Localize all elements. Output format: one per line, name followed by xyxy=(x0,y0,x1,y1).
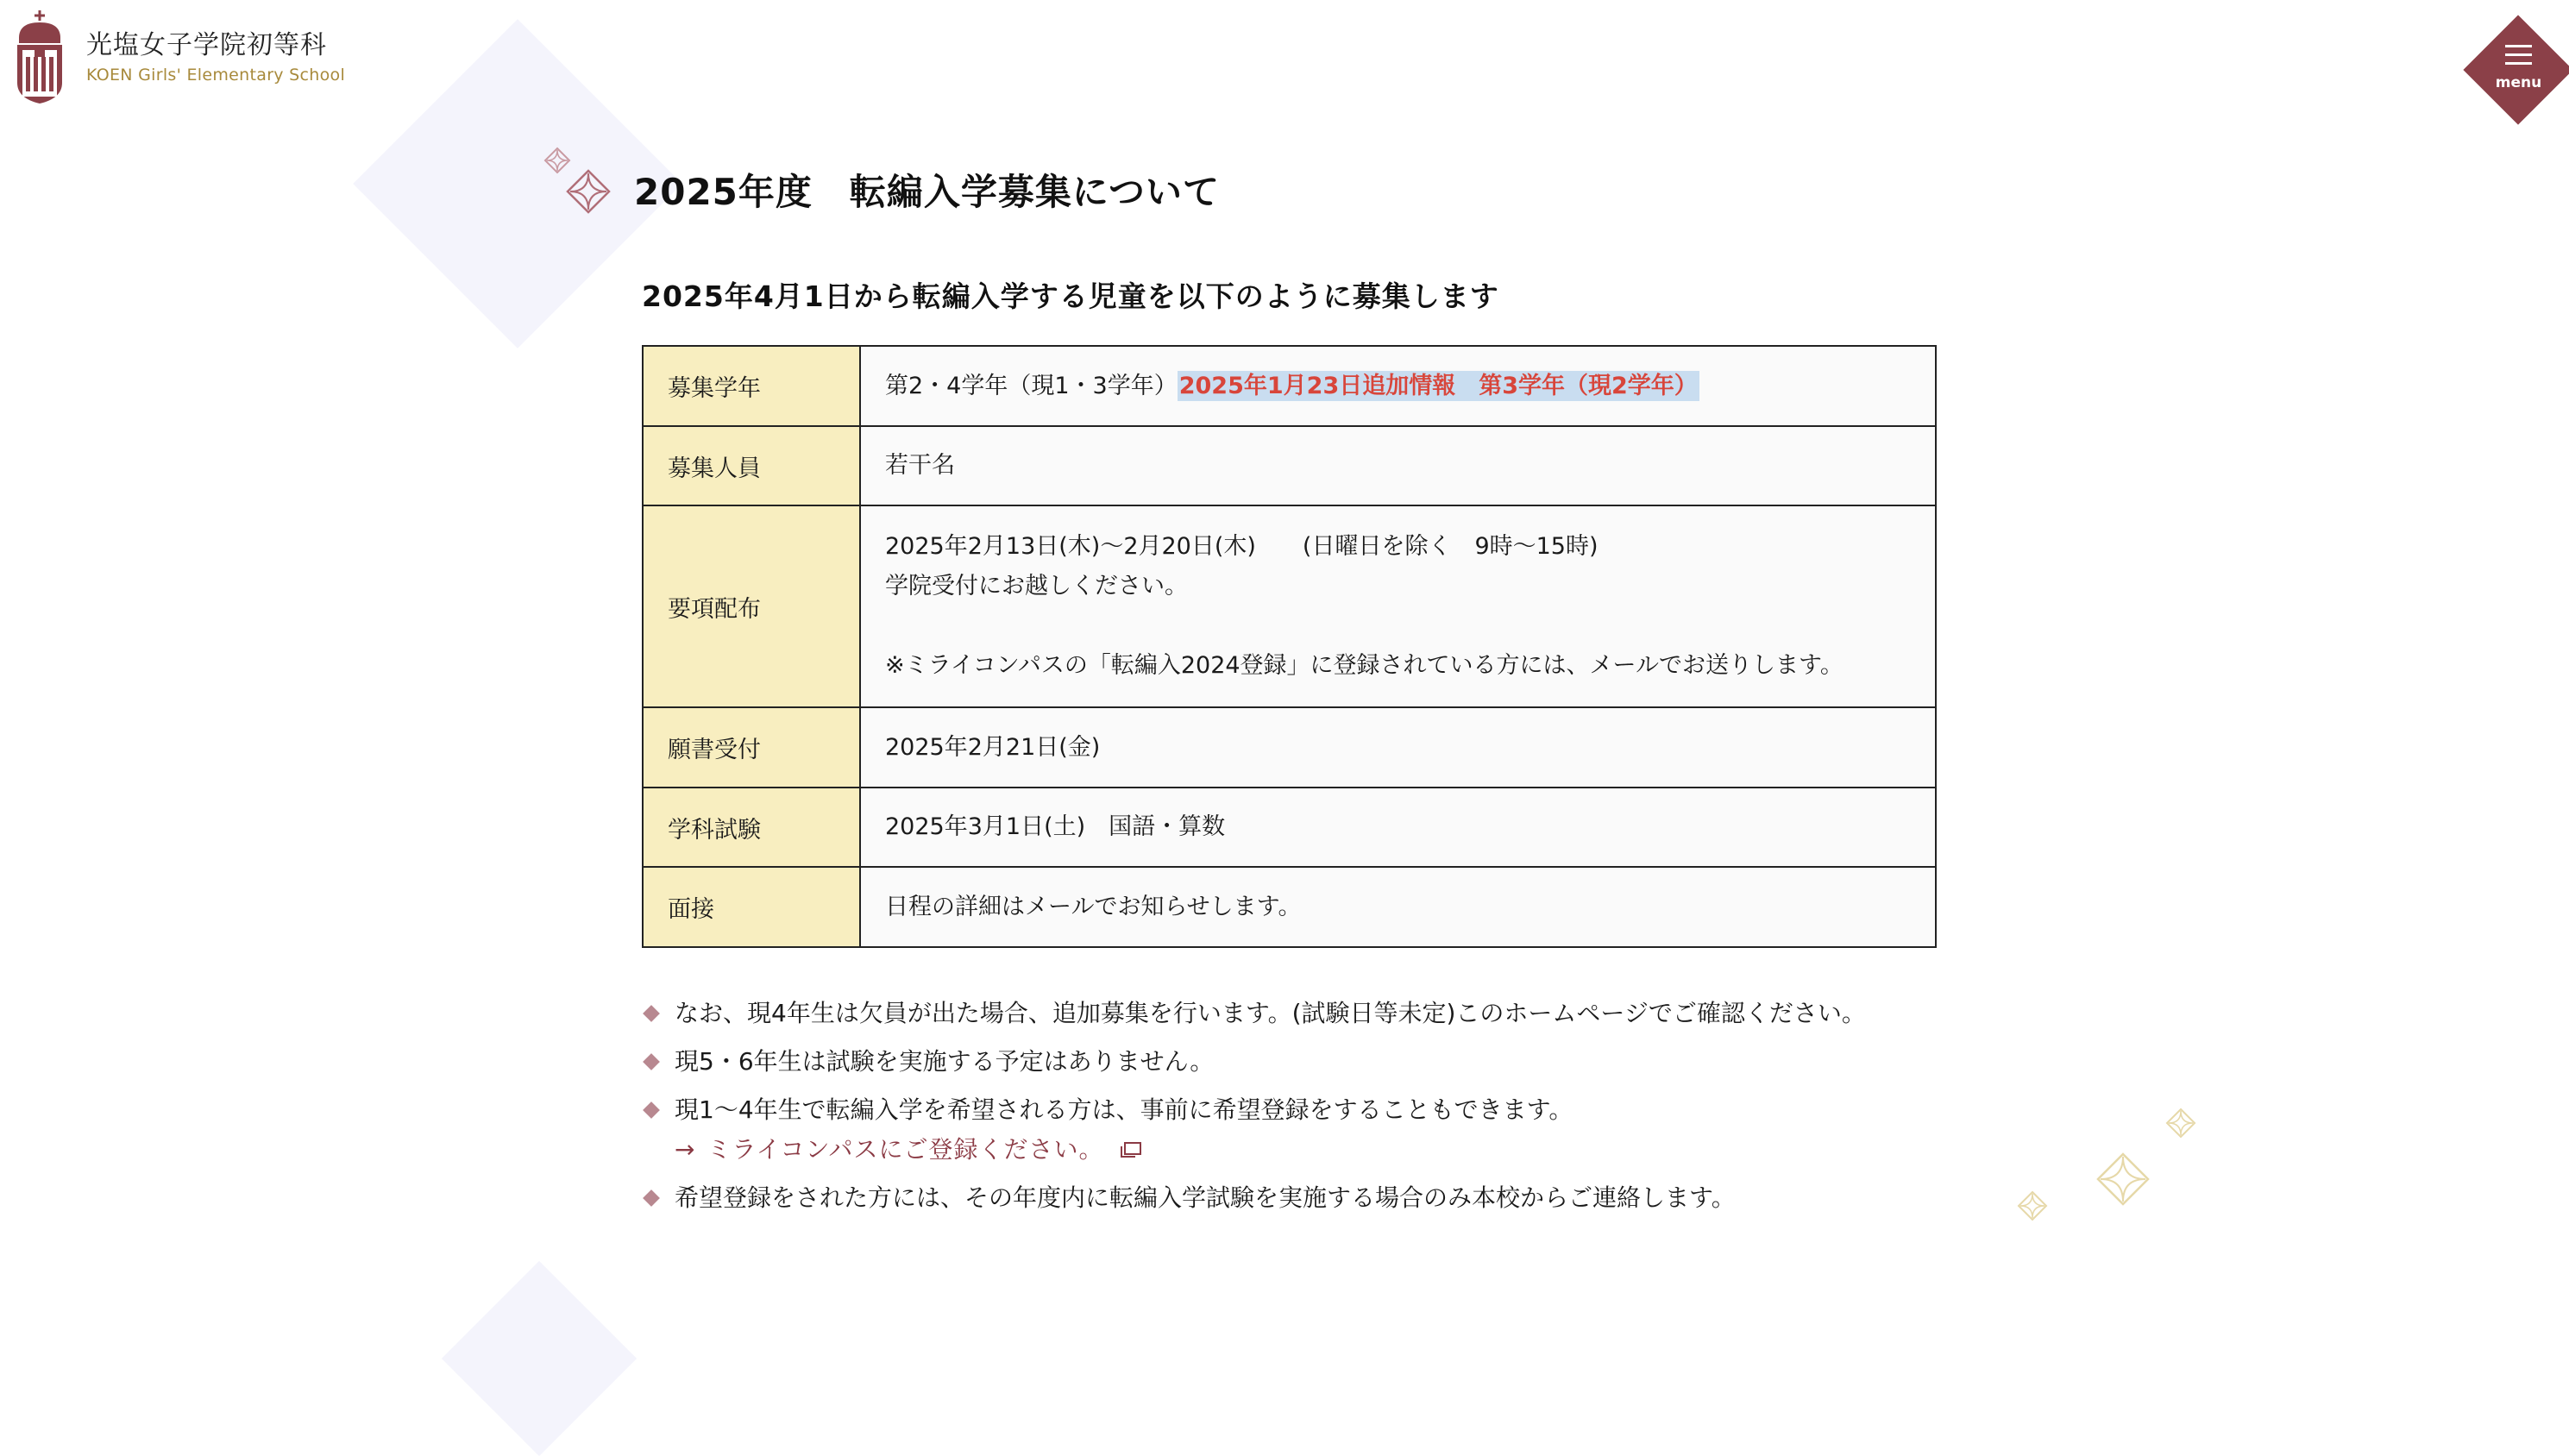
row-label: 面接 xyxy=(643,867,860,947)
diamond-bullet-icon xyxy=(643,1053,660,1070)
row-label: 学科試験 xyxy=(643,788,860,867)
diamond-bullet-icon xyxy=(643,1101,660,1119)
table-row xyxy=(643,426,1936,505)
row-label: 願書受付 xyxy=(643,707,860,788)
row-label: 募集学年 xyxy=(643,346,860,426)
menu-button[interactable] xyxy=(2464,16,2569,125)
table-row xyxy=(643,505,1936,707)
row-value xyxy=(860,346,1936,426)
gold-diamond-cross-icon xyxy=(2165,1108,2196,1139)
menu-diamond-background xyxy=(2463,15,2569,124)
diamond-cross-icon xyxy=(566,169,611,214)
list-item xyxy=(642,1042,2022,1082)
school-crest-icon xyxy=(12,9,67,105)
hamburger-icon xyxy=(2505,45,2532,67)
list-item xyxy=(642,1090,2022,1170)
table-row xyxy=(643,346,1936,426)
table-row xyxy=(643,867,1936,947)
notes-list xyxy=(642,994,2022,1227)
site-logo[interactable] xyxy=(12,9,345,105)
page-title: 2025年度 転編入学募集について xyxy=(634,171,1221,213)
spacer xyxy=(885,606,1911,646)
row-value xyxy=(860,505,1936,707)
bg-diamond-decoration xyxy=(442,1261,637,1456)
row-value: 若干名 xyxy=(860,426,1936,505)
row-value: 2025年3月1日(土) 国語・算数 xyxy=(860,788,1936,867)
list-item xyxy=(642,994,2022,1033)
note-text: 希望登録をされた方には、その年度内に転編入学試験を実施する場合のみ本校からご連絡します。 xyxy=(675,1183,1736,1212)
distribution-place: 学院受付にお越しください。 xyxy=(885,573,1188,599)
register-link[interactable] xyxy=(675,1130,2022,1170)
distribution-note: ※ミライコンパスの「転編入2024登録」に登録されている方には、メールでお送りします。 xyxy=(885,652,1844,679)
recruitment-table xyxy=(642,345,1937,948)
external-window-icon xyxy=(1120,1141,1142,1158)
school-name-en: KOEN Girls' Elementary School xyxy=(86,65,346,85)
menu-label: menu xyxy=(2495,74,2542,91)
diamond-bullet-icon xyxy=(643,1005,660,1022)
note-text: 現5・6年生は試験を実施する予定はありません。 xyxy=(675,1047,1215,1076)
row-label: 要項配布 xyxy=(643,505,860,707)
table-row xyxy=(643,788,1936,867)
note-text: なお、現4年生は欠員が出た場合、追加募集を行います。(試験日等未定)このホームページでご確認ください。 xyxy=(675,999,1866,1027)
register-link-text[interactable]: ミライコンパスにご登録ください。 xyxy=(707,1135,1104,1164)
row-value: 2025年2月21日(金) xyxy=(860,707,1936,788)
note-text: 現1〜4年生で転編入学を希望される方は、事前に希望登録をすることもできます。 xyxy=(675,1095,1573,1124)
grade-text: 第2・4学年（現1・3学年） xyxy=(885,372,1178,399)
school-name: 光塩女子学院初等科 xyxy=(86,30,327,61)
row-label: 募集人員 xyxy=(643,426,860,505)
bg-diamond-decoration xyxy=(353,19,682,348)
added-info-highlight: 2025年1月23日追加情報 第3学年（現2学年） xyxy=(1178,372,1698,399)
list-item xyxy=(642,1178,2022,1218)
arrow-right-icon: → xyxy=(675,1135,695,1164)
distribution-dates: 2025年2月13日(木)〜2月20日(木) (日曜日を除く 9時〜15時) xyxy=(885,533,1599,560)
row-value: 日程の詳細はメールでお知らせします。 xyxy=(860,867,1936,947)
table-row xyxy=(643,707,1936,788)
gold-diamond-cross-icon xyxy=(2096,1152,2150,1206)
lead-text: 2025年4月1日から転編入学する児童を以下のように募集します xyxy=(642,279,1499,313)
diamond-bullet-icon xyxy=(643,1189,660,1207)
